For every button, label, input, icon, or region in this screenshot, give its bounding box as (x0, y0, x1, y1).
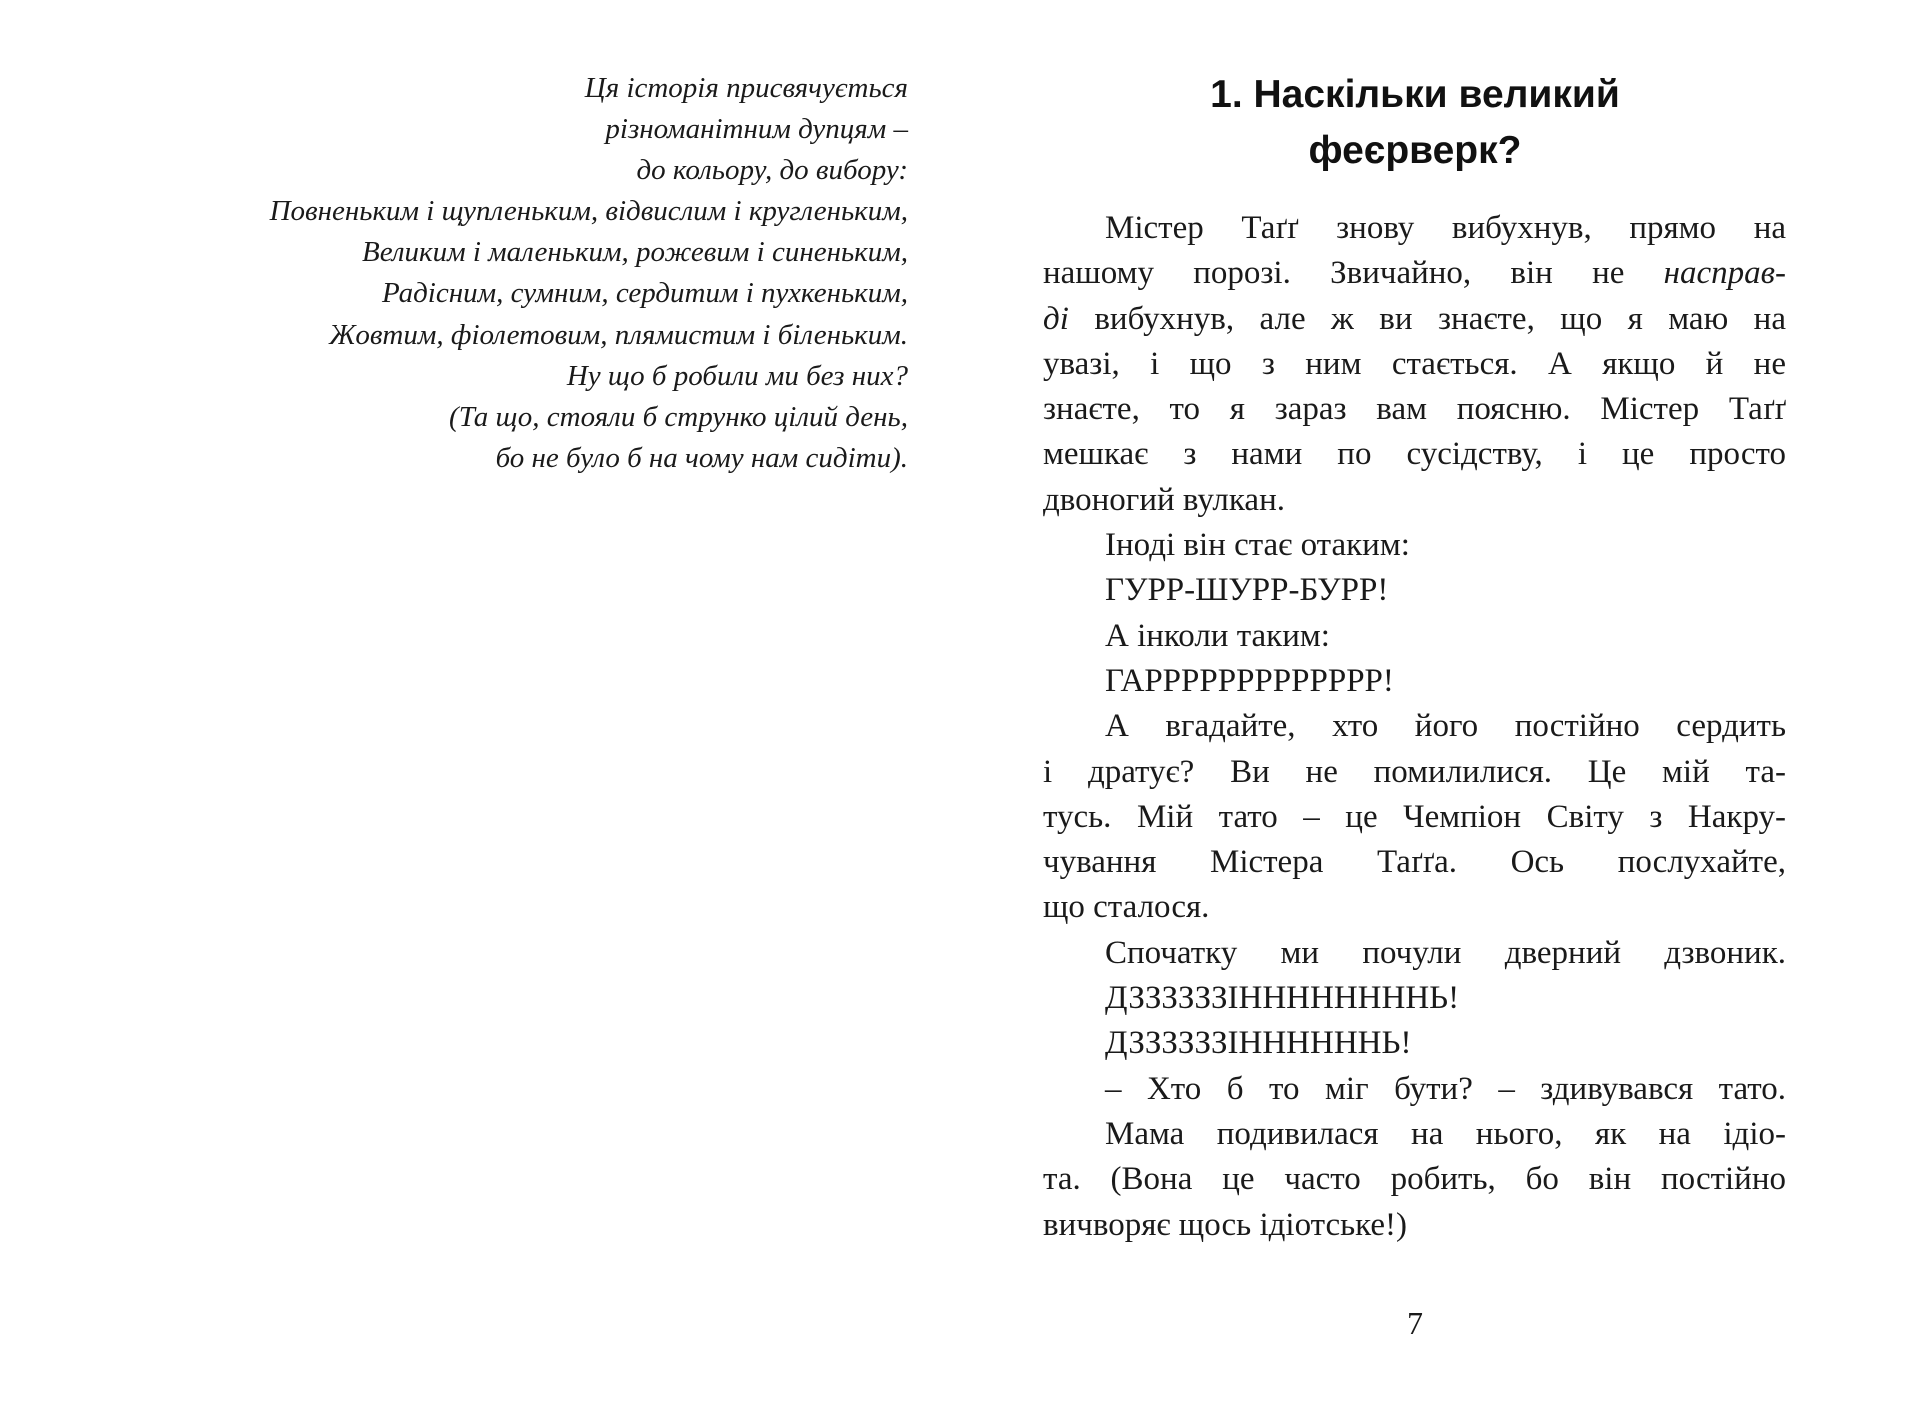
dedication-line: Повненьким і щупленьким, відвислим і кругленьким, (269, 195, 908, 228)
text-line: ГУРР-ШУРР-БУРР! (1105, 572, 1389, 609)
dedication (8, 68, 908, 479)
text-line: що сталося. (1043, 889, 1210, 926)
text-line: тусь. Мій тато – це Чемпіон Світу з Накру- (1043, 798, 1786, 835)
dedication-line: Ну що б робили ми без них? (566, 359, 908, 392)
text-line: знаєте, то я зараз вам поясню. Містер Таґґ (1043, 391, 1786, 428)
text-line: А вгадайте, хто його постійно сердить (1105, 708, 1786, 745)
text-line: А інколи таким: (1105, 617, 1330, 654)
dedication-line: бо не було б на чому нам сидіти). (495, 441, 908, 474)
text-line: ГАРРРРРРРРРРРРР! (1105, 662, 1394, 699)
dedication-line: Великим і маленьким, рожевим і синеньким, (362, 236, 908, 269)
text-line: вичворяє щось ідіотське!) (1043, 1206, 1408, 1243)
dedication-line: (Та що, стояли б струнко цілий день, (449, 400, 908, 433)
dedication-line: Жовтим, фіолетовим, плямистим і біленьким. (329, 318, 908, 351)
chapter-title-line: 1. Наскільки великий (1210, 73, 1620, 116)
text-line: увазі, і що з ним стається. А якщо й не (1043, 345, 1786, 382)
text-line: Іноді він стає отаким: (1105, 527, 1410, 564)
text-line: Спочатку ми почули дверний дзвоник. (1105, 934, 1786, 971)
chapter-title-line: феєрверк? (1308, 129, 1522, 172)
text-line: ді вибухнув, але ж ви знаєте, що я маю на (1043, 300, 1786, 337)
text-line: ДЗЗЗЗЗЗІННННННННЬ! (1105, 980, 1460, 1017)
chapter-body (1043, 206, 1786, 1248)
text-line: і дратує? Ви не помилилися. Це мій та- (1043, 753, 1786, 790)
text-line: мешкає з нами по сусідству, і це просто (1043, 436, 1786, 473)
text-line: чування Містера Таґґа. Ось послухайте, (1043, 844, 1786, 881)
dedication-line: різноманітним дупцям – (605, 113, 908, 146)
text-line: ДЗЗЗЗЗЗІННННННЬ! (1105, 1025, 1412, 1062)
text-line: двоногий вулкан. (1043, 481, 1285, 518)
text-line: – Хто б то міг бути? – здивувався тато. (1105, 1070, 1786, 1107)
dedication-line: Радісним, сумним, сердитим і пухкеньким, (382, 277, 908, 310)
chapter-title (1115, 67, 1715, 179)
dedication-line: Ця історія присвячується (584, 72, 908, 104)
text-line: нашому порозі. Звичайно, він не насправ- (1043, 255, 1786, 292)
text-line: Мама подивилася на нього, як на ідіо- (1105, 1115, 1786, 1152)
page-number: 7 (1407, 1305, 1423, 1341)
dedication-line: до кольору, до вибору: (636, 154, 908, 187)
text-line: Містер Таґґ знову вибухнув, прямо на (1105, 210, 1786, 246)
text-line: та. (Вона це часто робить, бо він постійно (1043, 1161, 1786, 1198)
